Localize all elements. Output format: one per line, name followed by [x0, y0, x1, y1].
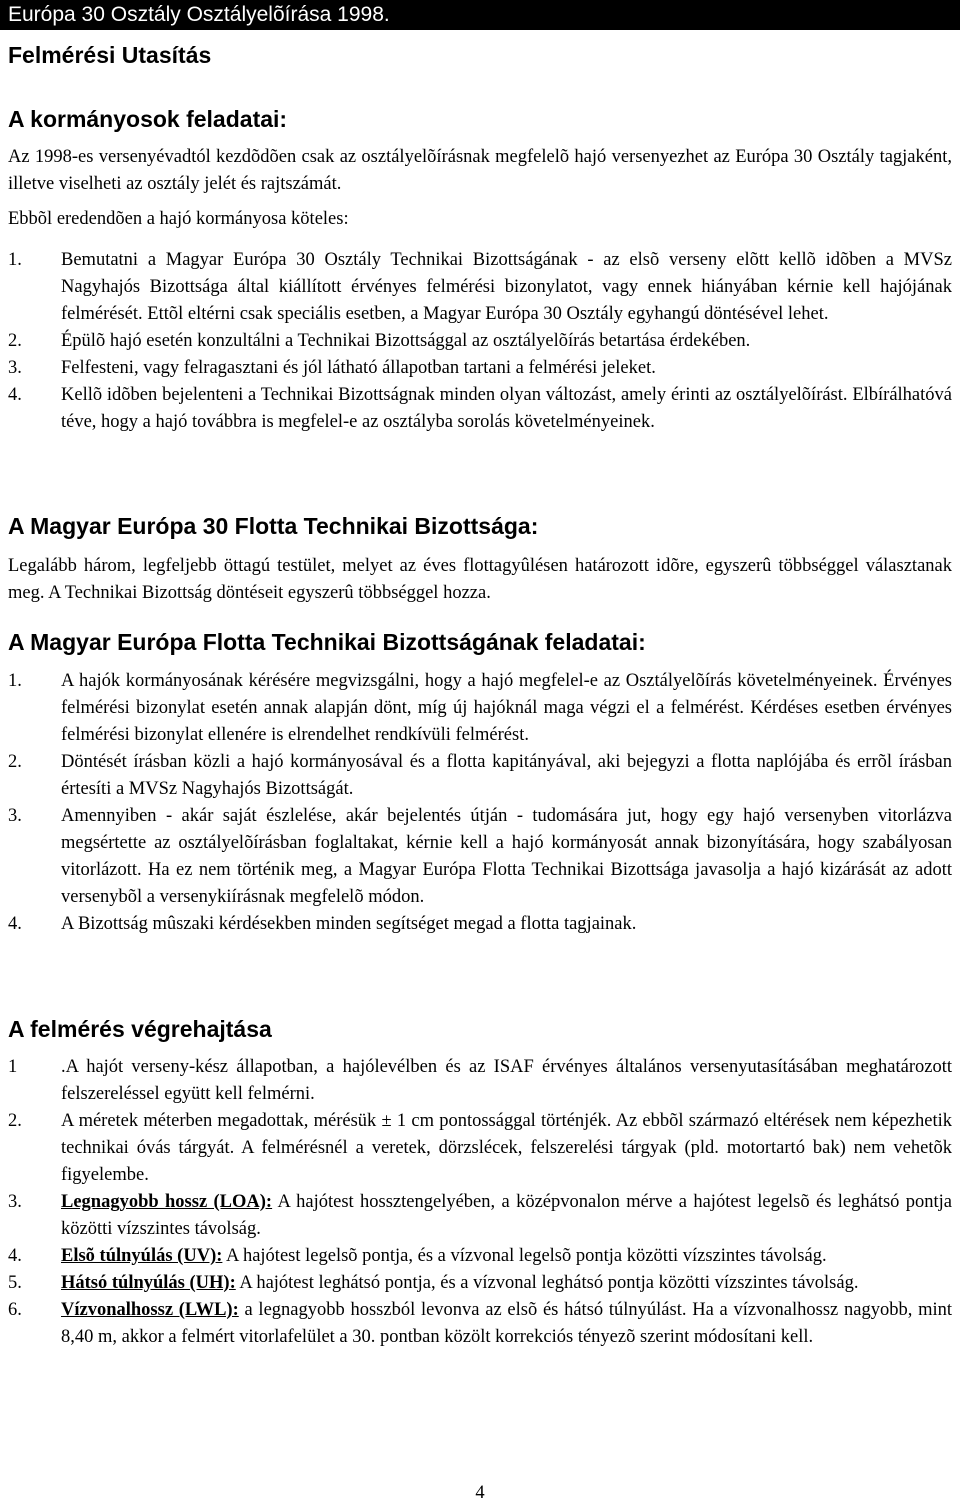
intro-paragraph: Az 1998-es versenyévadtól kezdõdõen csak az osztályelõírásnak megfelelõ hajó versenyezhet az Európa 30 Osztály tagjaként, illetve viselheti az osztály jelét és rajtszámát. — [8, 147, 952, 194]
list-number: 1. — [8, 671, 22, 691]
list-text: Amennyiben - akár saját észlelése, akár bejelentés útján - tudomására jut, hogy egy hajó versenyben vitorlázva megsértette az osztályelõírásban foglaltakat, kérnie kell a hajó kormányosát annak bizonyítására, hogy szabályosan vitorlázott. Ha ez nem történik meg, a Magyar Európa Flotta Technikai Bizottsága javasolja a hajó kizárását az adott versenybõl a versenykiírásnak megfelelõ módon. — [61, 806, 952, 907]
list-text: A Bizottság mûszaki kérdésekben minden segítséget megad a flotta tagjainak. — [61, 914, 637, 934]
list-number: 1 — [8, 1057, 18, 1077]
list-text: A hajótest hossztengelyében, a középvonalon mérve a hajótest legelsõ és leghátsó pontja közötti vízszintes távolság. — [61, 1192, 953, 1239]
list-item — [8, 1189, 952, 1243]
defined-term: Vízvonalhossz (LWL): — [61, 1300, 239, 1320]
lead-paragraph: Ebbõl eredendõen a hajó kormányosa köteles: — [8, 209, 349, 229]
list-text: Döntését írásban közli a hajó kormányosával és a flotta kapitányával, aki bejegyzi a flotta naplójába és errõl írásban értesíti a MVSz Nagyhajós Bizottságát. — [61, 752, 952, 799]
list-item — [8, 355, 952, 382]
list-number: 3. — [8, 806, 22, 826]
section-heading-felmeres: A felmérés végrehajtása — [8, 1016, 272, 1042]
list-text: A hajótest legelsõ pontja, és a vízvonal legelsõ pontja közötti vízszintes távolság. — [222, 1246, 827, 1266]
kormanyos-duties-list — [8, 247, 952, 436]
list-text: A hajótest leghátsó pontja, és a vízvonal leghátsó pontja közötti vízszintes távolság. — [235, 1273, 859, 1293]
committee-paragraph: Legalább három, legfeljebb öttagú testület, melyet az éves flottagyûlésen határozott idõre, egyszerû többséggel választanak meg. A Technikai Bizottság döntéseit egyszerû többséggel hozza. — [8, 556, 952, 603]
defined-term: Legnagyobb hossz (LOA): — [61, 1192, 273, 1212]
committee-duties-list — [8, 668, 952, 938]
list-item — [8, 668, 952, 749]
list-item — [8, 1243, 952, 1270]
list-item — [8, 1270, 952, 1297]
list-text: A méretek méterben megadottak, mérésük ± 1 cm pontossággal történjék. Az ebbõl származó eltérések nem képezhetik technikai óvás tárgyát. A felmérésnél a veretek, dörzslécek, felszerelési tárgyak (pld. motortartó bak) nem vehetõk figyelembe. — [61, 1111, 952, 1185]
list-item — [8, 803, 952, 911]
list-number: 4. — [8, 385, 22, 405]
list-number: 4. — [8, 914, 22, 934]
list-number: 1. — [8, 250, 22, 270]
list-item — [8, 1054, 952, 1108]
list-item — [8, 247, 952, 328]
list-text: Felfesteni, vagy felragasztani és jól látható állapotban tartani a felmérési jeleket. — [61, 358, 656, 378]
list-item — [8, 749, 952, 803]
section-heading-kormanyosok: A kormányosok feladatai: — [8, 106, 288, 132]
list-item — [8, 1108, 952, 1189]
page-number: 4 — [475, 1483, 485, 1503]
list-item — [8, 911, 952, 938]
defined-term: Elsõ túlnyúlás (UV): — [61, 1246, 223, 1266]
section-heading-bizottsag-feladatai: A Magyar Európa Flotta Technikai Bizottságának feladatai: — [8, 629, 646, 655]
list-number: 3. — [8, 1192, 22, 1212]
list-number: 3. — [8, 358, 22, 378]
list-number: 5. — [8, 1273, 22, 1293]
document-title: Felmérési Utasítás — [8, 42, 212, 68]
list-text: Kellõ idõben bejelenteni a Technikai Bizottságnak minden olyan változást, amely érinti az osztályelõírást. Elbírálhatóvá téve, hogy a hajó továbbra is megfelel-e az osztályba sorolás követelményeinek. — [61, 385, 952, 432]
list-item — [8, 1297, 952, 1351]
defined-term: Hátsó túlnyúlás (UH): — [61, 1273, 236, 1293]
list-number: 2. — [8, 752, 22, 772]
list-item — [8, 382, 952, 436]
list-number: 4. — [8, 1246, 22, 1266]
running-header: Európa 30 Osztály Osztályelõírása 1998. — [0, 0, 960, 30]
list-number: 2. — [8, 1111, 22, 1131]
list-text: A hajók kormányosának kérésére megvizsgálni, hogy a hajó megfelel-e az Osztályelõírás követelményeinek. Érvényes felmérési bizonylat esetén annak alapján dönt, míg új hajóknál maga végzi el a felmérést. Kérdéses esetben érvényes felmérési bizonylat ellenére is elrendelhet rendkívüli felmérést. — [61, 671, 952, 745]
list-item — [8, 328, 952, 355]
list-text: .A hajót verseny-kész állapotban, a hajólevélben és az ISAF érvényes általános versenyutasításában meghatározott felszereléssel együtt kell felmérni. — [61, 1057, 952, 1104]
list-text: Bemutatni a Magyar Európa 30 Osztály Technikai Bizottságának - az elsõ verseny elõtt kellõ idõben a MVSz Nagyhajós Bizottsága által kiállított érvényes felmérési bizonylatot, vagy ennek hiányában kérnie kell hajójának felmérését. Ettõl eltérni csak speciális esetben, a Magyar Európa 30 Osztály egyhangú döntésével lehet. — [61, 250, 952, 324]
list-text: Épülõ hajó esetén konzultálni a Technikai Bizottsággal az osztályelõírás betartása érdekében. — [61, 331, 751, 351]
list-text: a legnagyobb hosszból levonva az elsõ és hátsó túlnyúlást. Ha a vízvonalhossz nagyobb, mint 8,40 m, akkor a felmért vitorlafelület a 30. pontban közölt korrekciós tényezõ szerint módosítani kell. — [61, 1300, 952, 1347]
measurement-list — [8, 1054, 952, 1351]
list-number: 2. — [8, 331, 22, 351]
list-number: 6. — [8, 1300, 22, 1320]
section-heading-technikai-bizottsag: A Magyar Európa 30 Flotta Technikai Bizottsága: — [8, 513, 539, 539]
